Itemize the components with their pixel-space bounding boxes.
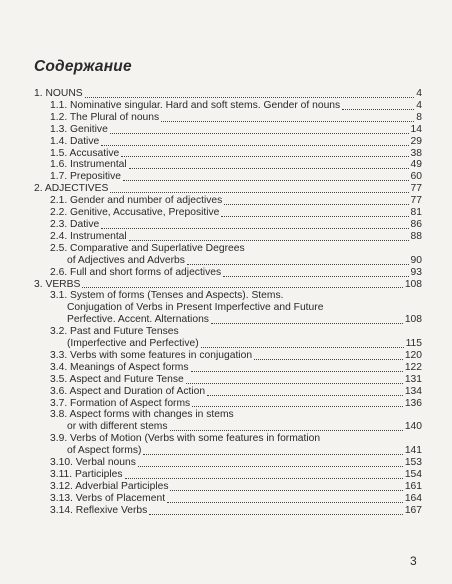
toc-entry [34,362,422,374]
toc-dot-leader [186,383,403,384]
toc-entry [34,267,422,279]
toc-entry-page: 29 [410,135,422,147]
toc-entry-page: 108 [404,314,422,326]
toc-entry-page: 86 [410,218,422,230]
toc-entry [34,481,422,493]
toc-entry-title: 2. ADJECTIVES [34,183,109,195]
toc-entry-title: 3.4. Meanings of Aspect forms [50,361,189,373]
toc-entry [34,505,422,517]
toc-entry-title: 1. NOUNS [34,88,83,99]
toc-entry-title: 2.5. Comparative and Superlative Degrees [50,242,245,254]
toc-entry-title: 1.3. Genitive [50,123,108,135]
toc-entry-page: 140 [404,421,422,433]
toc-entry [34,243,422,255]
toc-entry-title: 1.5. Accusative [50,147,120,159]
toc-entry [34,255,422,267]
toc-entry-page: 134 [404,385,422,397]
toc-entry-title: 3.12. Adverbial Participles [50,480,169,492]
toc-entry-page: 88 [410,230,422,242]
toc-entry-title: 3.9. Verbs of Motion (Verbs with some features in formation [50,433,321,445]
toc-dot-leader [121,156,408,157]
toc-entry [34,195,422,207]
toc-entry [34,386,422,398]
toc-entry [34,207,422,219]
toc-entry [34,88,422,100]
toc-dot-leader [170,430,403,431]
page-number: 3 [410,554,417,568]
toc-entry-title: 3.13. Verbs of Placement [50,492,166,504]
toc-dot-leader [82,287,402,288]
toc-entry [34,100,422,112]
toc-dot-leader [110,133,409,134]
toc-dot-leader [123,180,409,181]
toc-entry [34,398,422,410]
toc-entry-title: 3.6. Aspect and Duration of Action [50,385,206,397]
toc-entry [34,112,422,124]
page-title: Содержание [34,58,132,75]
toc-dot-leader [110,192,408,193]
toc-entry-page: 77 [410,183,422,195]
toc-entry-title: 1.6. Instrumental [50,159,127,171]
toc-entry [34,374,422,386]
toc-entry-page: 81 [410,207,422,219]
toc-entry-title: 3.8. Aspect forms with changes in stems [50,409,234,421]
toc-entry-page: 60 [410,171,422,183]
toc-entry-page: 49 [410,159,422,171]
toc-dot-leader [201,347,404,348]
toc-entry [34,338,422,350]
toc-dot-leader [161,121,414,122]
toc-entry [34,159,422,171]
toc-entry [34,302,422,314]
toc-entry-title: 2.3. Dative [50,218,100,230]
toc-entry-page: 153 [404,457,422,469]
toc-entry-page: 141 [404,445,422,457]
toc-dot-leader [170,490,402,491]
toc-entry-page: 115 [405,338,422,350]
toc-dot-leader [149,514,403,515]
toc-entry-page: 161 [404,480,422,492]
toc-entry-title: 3. VERBS [34,278,81,290]
toc-entry-title: Conjugation of Verbs in Present Imperfective and Future [67,302,324,314]
toc-dot-leader [167,502,403,503]
toc-entry [34,231,422,243]
toc-entry-title: 3.11. Participles [50,469,123,480]
toc-dot-leader [85,97,415,98]
toc-entry-title: 2.1. Gender and number of adjectives [50,195,223,207]
toc-dot-leader [191,371,403,372]
toc-entry-title: 3.5. Aspect and Future Tense [50,373,184,385]
toc-dot-leader [187,264,409,265]
toc-entry-title: of Aspect forms) [67,445,142,457]
toc-entry [34,457,422,469]
toc-entry-page: 108 [404,278,422,290]
toc-entry [34,314,422,326]
toc-entry [34,421,422,433]
toc-entry-title: 3.14. Reflexive Verbs [50,504,148,516]
toc-entry-title: 1.4. Dative [50,135,100,147]
toc-entry [34,409,422,421]
toc-entry-title: 2.2. Genitive, Accusative, Prepositive [50,207,220,219]
toc-entry [34,350,422,362]
toc-entry-title: Perfective. Accent. Alternations [67,314,209,326]
toc-entry-page: 14 [410,123,422,135]
toc-entry-title: 3.2. Past and Future Tenses [50,326,179,338]
toc-dot-leader [224,204,408,205]
toc-entry [34,219,422,231]
toc-dot-leader [221,216,408,217]
toc-entry [34,136,422,148]
toc-entry-page: 77 [410,195,422,207]
toc-entry [34,183,422,195]
toc-entry-title: 3.3. Verbs with some features in conjugation [50,349,253,361]
toc-entry [34,124,422,136]
toc-entry-title: 2.4. Instrumental [50,230,127,242]
toc-entry [34,469,422,481]
toc-entry-title: 1.1. Nominative singular. Hard and soft stems. Gender of nouns [50,99,341,111]
toc-entry-page: 122 [404,361,422,373]
toc-dot-leader [101,145,408,146]
toc-dot-leader [192,406,403,407]
toc-entry-page: 38 [410,147,422,159]
toc-entry [34,493,422,505]
toc-entry-page: 93 [410,266,422,278]
toc-entry-page: 4 [416,88,422,99]
toc-entry-title: (Imperfective and Perfective) [67,338,199,350]
toc-entry-title: 3.10. Verbal nouns [50,457,136,469]
toc-dot-leader [207,395,403,396]
toc-entry [34,171,422,183]
toc-dot-leader [101,228,408,229]
toc-entry [34,279,422,291]
toc-entry [34,148,422,160]
toc-entry-page: 154 [404,469,422,480]
toc-entry-page: 90 [410,254,422,266]
toc-dot-leader [138,466,403,467]
toc-dot-leader [129,168,409,169]
toc-entry-title: 3.7. Formation of Aspect forms [50,397,191,409]
toc-entry-page: 167 [404,504,422,516]
toc-entry-title: 3.1. System of forms (Tenses and Aspects). Stems. [50,290,284,302]
toc-entry [34,290,422,302]
toc-dot-leader [254,359,403,360]
toc-entry-title: 1.2. The Plural of nouns [50,111,160,123]
toc-entry-title: of Adjectives and Adverbs [67,254,185,266]
toc-dot-leader [342,109,414,110]
toc-entry-page: 8 [416,111,422,123]
toc-entry [34,433,422,445]
toc-entry-page: 164 [404,492,422,504]
toc-entry-page: 4 [416,99,422,111]
toc-dot-leader [129,240,409,241]
toc-dot-leader [125,478,403,479]
table-of-contents [34,88,422,517]
toc-entry-title: 2.6. Full and short forms of adjectives [50,266,222,278]
toc-entry [34,445,422,457]
toc-entry-title: 1.7. Prepositive [50,171,121,183]
toc-entry-title: or with different stems [67,421,168,433]
toc-entry-page: 131 [404,373,422,385]
toc-dot-leader [223,276,408,277]
toc-entry [34,326,422,338]
toc-dot-leader [211,323,403,324]
toc-entry-page: 136 [404,397,422,409]
toc-dot-leader [143,454,402,455]
toc-entry-page: 120 [404,349,422,361]
